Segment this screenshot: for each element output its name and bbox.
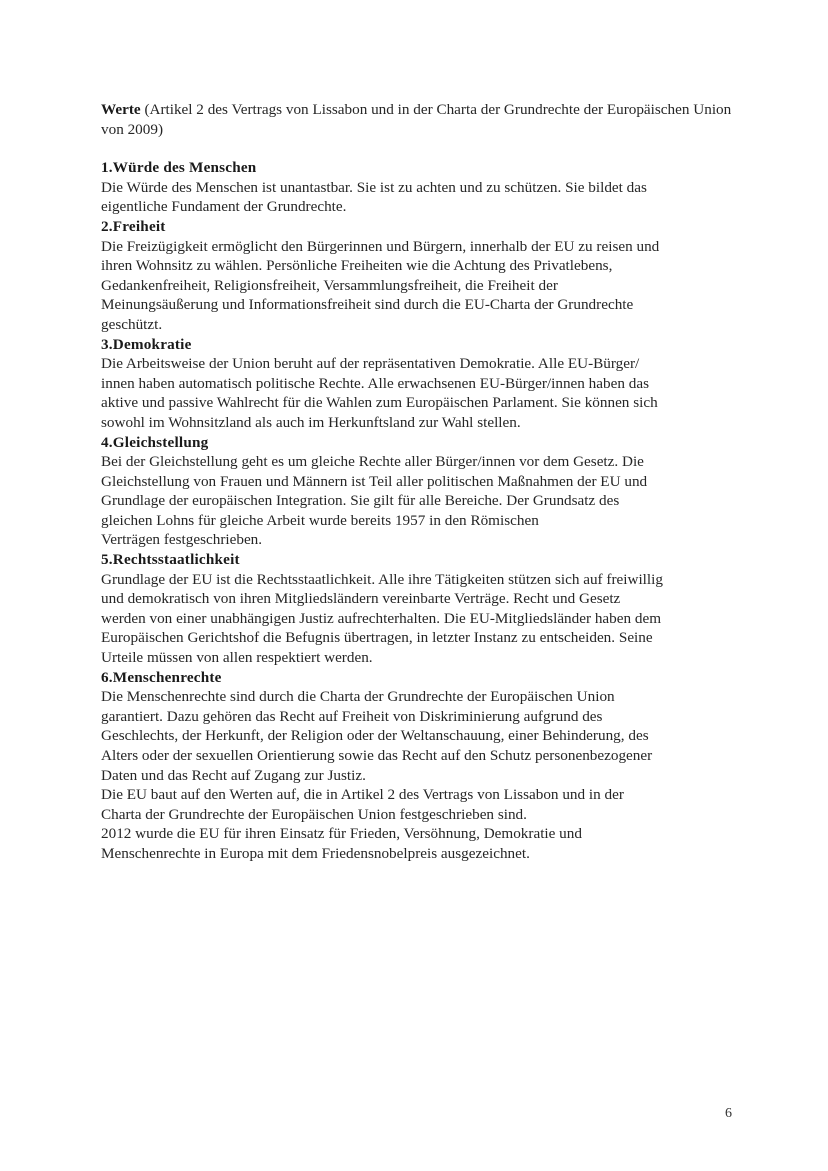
- sections-container: [101, 158, 741, 863]
- section-title: 6.Menschenrechte: [101, 668, 222, 686]
- section: [101, 335, 741, 433]
- text-line: ihren Wohnsitz zu wählen. Persönliche Freiheiten wie die Achtung des Privatlebens,: [101, 257, 613, 275]
- text-line: garantiert. Dazu gehören das Recht auf Freiheit von Diskriminierung aufgrund des: [101, 707, 603, 725]
- text-line: Urteile müssen von allen respektiert werden.: [101, 649, 373, 667]
- text-line: sowohl im Wohnsitzland als auch im Herkunftsland zur Wahl stellen.: [101, 413, 521, 431]
- text-line: geschützt.: [101, 315, 163, 333]
- text-line: Verträgen festgeschrieben.: [101, 531, 263, 549]
- text-line: und demokratisch von ihren Mitgliedsländern vereinbarte Verträge. Recht und Gesetz: [101, 590, 621, 608]
- text-line: innen haben automatisch politische Rechte. Alle erwachsenen EU-Bürger/innen haben das: [101, 374, 649, 392]
- text-line: Daten und das Recht auf Zugang zur Justiz.: [101, 766, 366, 784]
- section: [101, 158, 741, 217]
- intro-text: (Artikel 2 des Vertrags von Lissabon und in der Charta der Grundrechte der Europäischen Union von 2009): [101, 101, 732, 138]
- section-title: 5.Rechtsstaatlichkeit: [101, 551, 240, 569]
- section: [101, 433, 741, 551]
- page-number: 6: [725, 1106, 732, 1121]
- intro-heading: Werte: [101, 101, 141, 118]
- section-title: 1.Würde des Menschen: [101, 159, 257, 177]
- document-body: [101, 100, 741, 864]
- text-line: Alters oder der sexuellen Orientierung sowie das Recht auf den Schutz personenbezogener: [101, 747, 653, 764]
- text-line: Grundlage der europäischen Integration. Sie gilt für alle Bereiche. Der Grundsatz des: [101, 492, 620, 510]
- section: [101, 550, 741, 668]
- text-line: Gleichstellung von Frauen und Männern ist Teil aller politischen Maßnahmen der EU und: [101, 472, 648, 490]
- text-line: Gedankenfreiheit, Religionsfreiheit, Versammlungsfreiheit, die Freiheit der: [101, 276, 558, 294]
- text-line: aktive und passive Wahlrecht für die Wahlen zum Europäischen Parlament. Sie können sich: [101, 394, 658, 412]
- text-line: Die Würde des Menschen ist unantastbar. Sie ist zu achten und zu schützen. Sie bildet das: [101, 178, 647, 196]
- text-line: Charta der Grundrechte der Europäischen Union festgeschrieben sind.: [101, 805, 527, 823]
- text-line: eigentliche Fundament der Grundrechte.: [101, 198, 347, 216]
- section: [101, 217, 741, 335]
- text-line: Geschlechts, der Herkunft, der Religion oder der Weltanschauung, einer Behinderung, des: [101, 727, 649, 745]
- text-line: Bei der Gleichstellung geht es um gleiche Rechte aller Bürger/innen vor dem Gesetz. Die: [101, 453, 644, 471]
- text-line: Die EU baut auf den Werten auf, die in Artikel 2 des Vertrags von Lissabon und in der: [101, 786, 624, 804]
- text-line: gleichen Lohns für gleiche Arbeit wurde bereits 1957 in den Römischen: [101, 511, 539, 529]
- text-line: Die Menschenrechte sind durch die Charta der Grundrechte der Europäischen Union: [101, 688, 615, 706]
- text-line: Menschenrechte in Europa mit dem Friedensnobelpreis ausgezeichnet.: [101, 844, 530, 862]
- text-line: werden von einer unabhängigen Justiz aufrechterhalten. Die EU-Mitgliedsländer haben dem: [101, 609, 662, 627]
- text-line: Meinungsäußerung und Informationsfreiheit sind durch die EU-Charta der Grundrechte: [101, 296, 634, 314]
- text-line: Die Arbeitsweise der Union beruht auf der repräsentativen Demokratie. Alle EU-Bürger/: [101, 355, 640, 373]
- section-title: 4.Gleichstellung: [101, 433, 209, 451]
- section-title: 2.Freiheit: [101, 217, 166, 235]
- section: [101, 668, 741, 864]
- intro-paragraph: [101, 100, 741, 139]
- text-line: Grundlage der EU ist die Rechtsstaatlichkeit. Alle ihre Tätigkeiten stützen sich auf freiwillig: [101, 570, 663, 588]
- text-line: Europäischen Gerichtshof die Befugnis übertragen, in letzter Instanz zu entscheiden. Seine: [101, 629, 653, 647]
- text-line: Die Freizügigkeit ermöglicht den Bürgerinnen und Bürgern, innerhalb der EU zu reisen und: [101, 237, 660, 255]
- text-line: 2012 wurde die EU für ihren Einsatz für Frieden, Versöhnung, Demokratie und: [101, 825, 582, 843]
- section-title: 3.Demokratie: [101, 335, 192, 353]
